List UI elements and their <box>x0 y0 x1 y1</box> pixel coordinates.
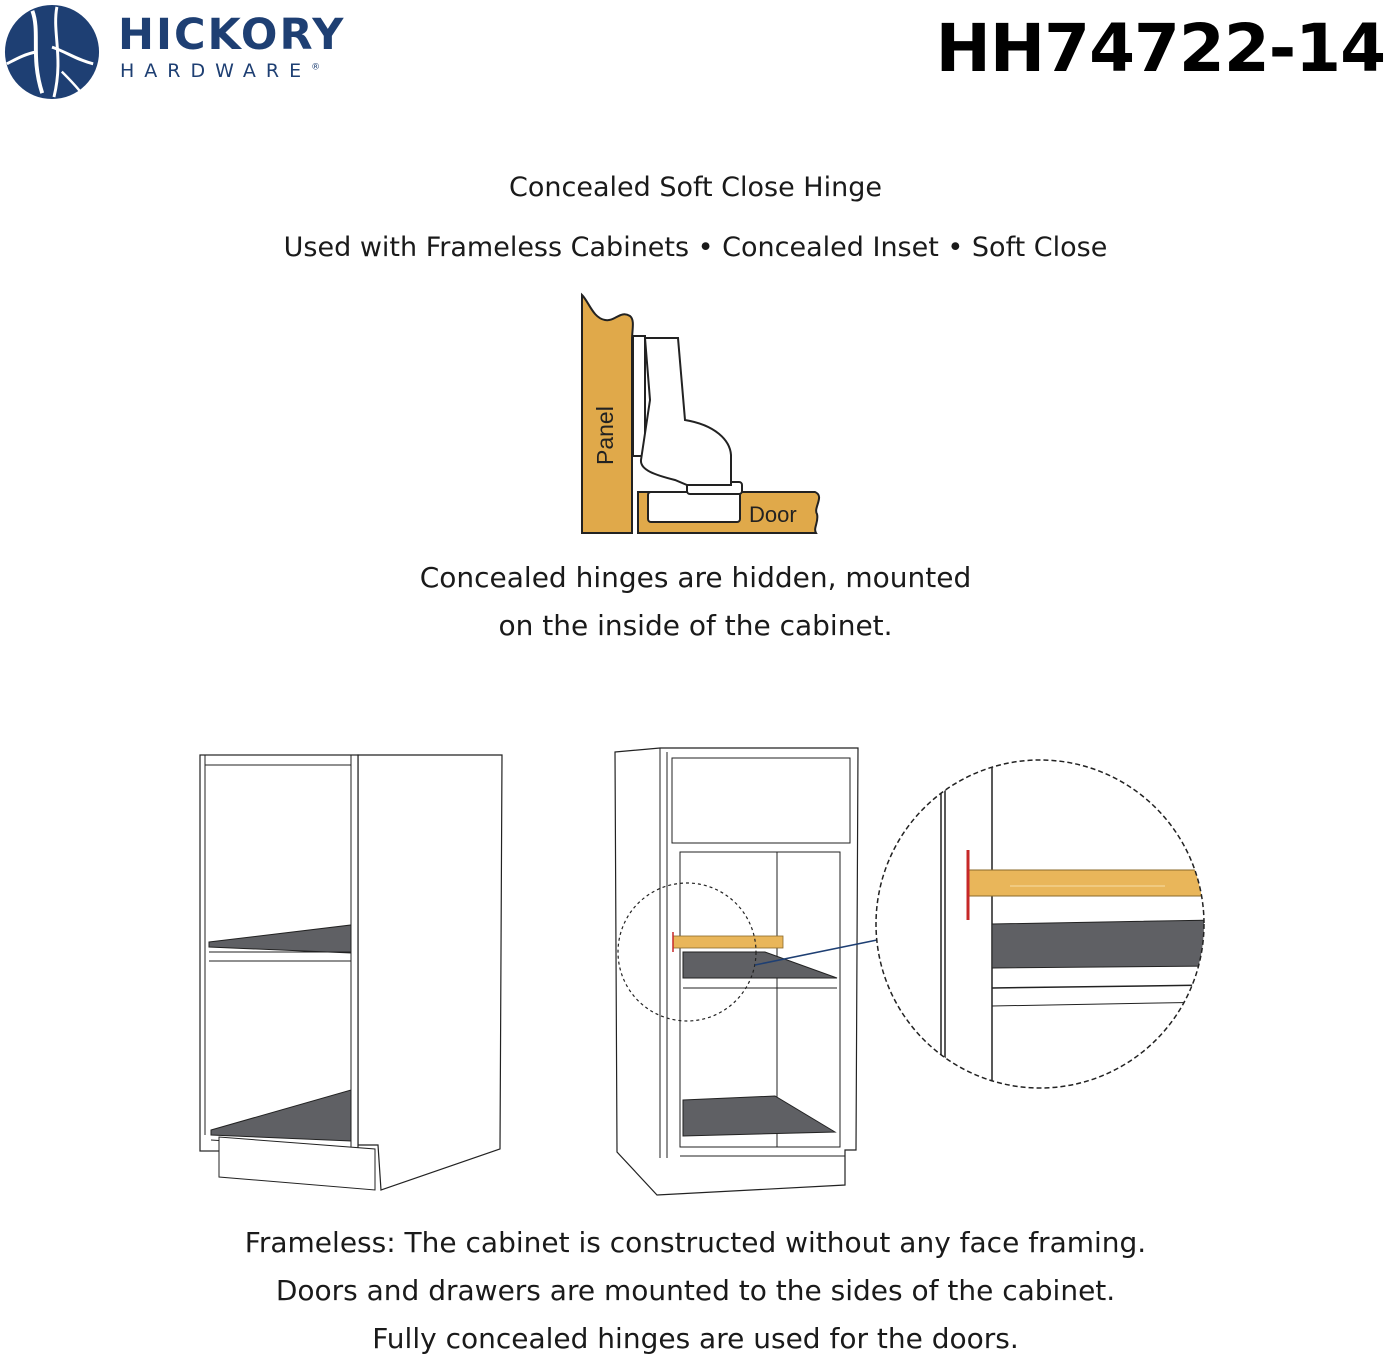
small-ruler <box>673 936 783 948</box>
note-line-2: on the inside of the cabinet. <box>498 609 893 642</box>
hinge-cup <box>648 492 740 522</box>
brand-sub-text: HARDWARE <box>120 60 312 82</box>
model-number: HH74722-14 <box>935 10 1385 87</box>
cabinet-hinge-placement-illustration <box>605 740 1245 1200</box>
cabinet-front-frame <box>200 755 358 1151</box>
hinge-cross-section-diagram <box>575 290 825 540</box>
footer-line-1: Frameless: The cabinet is constructed without any face framing. <box>244 1226 1147 1259</box>
mounting-plate <box>633 336 645 456</box>
zoom-detail <box>875 758 1233 1100</box>
brand-sub <box>120 62 320 81</box>
brand-logo <box>0 0 360 104</box>
registered-mark: ® <box>311 62 321 73</box>
cabinet2-drawer-front <box>672 758 850 843</box>
frameless-cabinet-illustration <box>195 745 510 1195</box>
hickory-leaf-icon <box>3 3 101 101</box>
footer-line-3: Fully concealed hinges are used for the doors. <box>372 1322 1019 1355</box>
note-line-1: Concealed hinges are hidden, mounted <box>419 561 972 594</box>
brand-name: HICKORY <box>118 10 346 60</box>
cabinet-side-panel <box>358 755 502 1190</box>
footer-line-2: Doors and drawers are mounted to the sides of the cabinet. <box>275 1274 1116 1307</box>
door-label: Door <box>749 502 797 527</box>
product-subtitle: Used with Frameless Cabinets • Concealed Inset • Soft Close <box>283 232 1108 263</box>
large-ruler <box>968 870 1230 896</box>
hinge-arm <box>641 338 731 485</box>
panel-label: Panel <box>592 406 618 465</box>
product-title: Concealed Soft Close Hinge <box>509 172 882 203</box>
